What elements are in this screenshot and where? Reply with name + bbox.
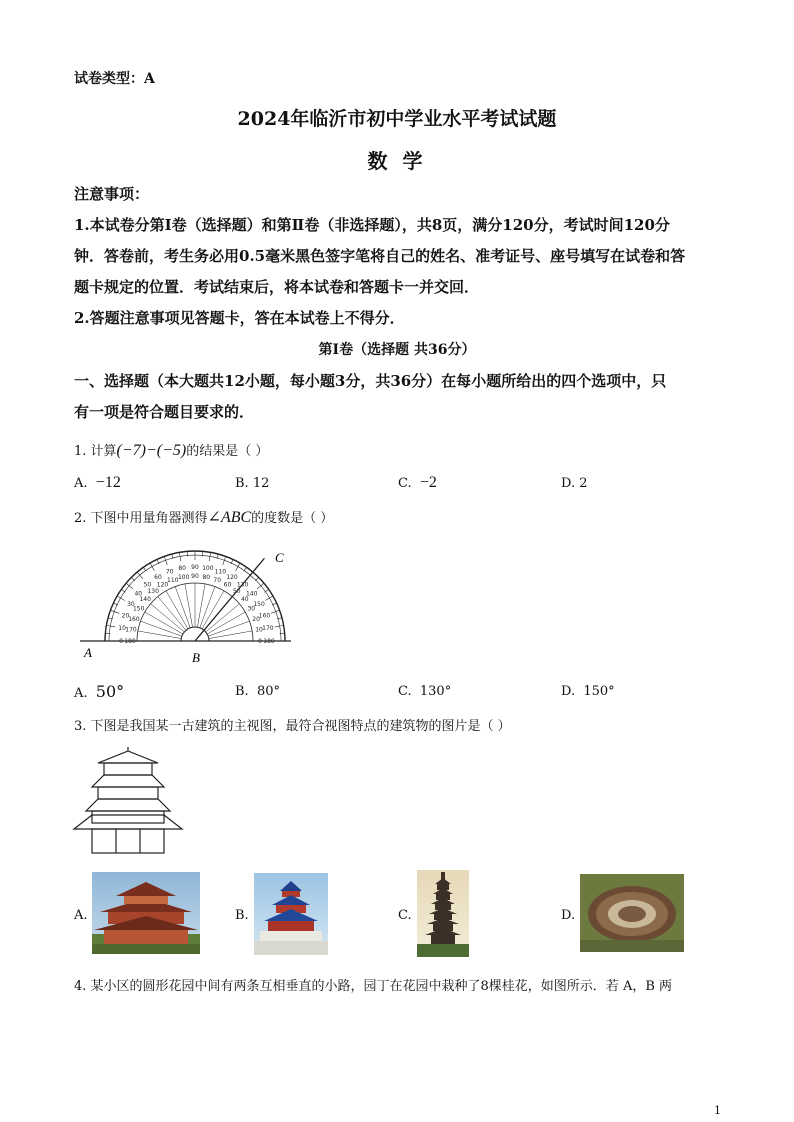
svg-text:160: 160 xyxy=(128,615,140,623)
svg-text:130: 130 xyxy=(147,588,159,596)
svg-text:100: 100 xyxy=(202,565,214,573)
part1-heading: 第Ⅰ卷（选择题 共36分） xyxy=(318,342,476,358)
q1-option-d[interactable]: D. 2 xyxy=(561,476,588,491)
svg-text:30: 30 xyxy=(127,601,135,608)
svg-text:0: 0 xyxy=(258,638,262,645)
svg-text:50: 50 xyxy=(143,581,152,589)
svg-text:60: 60 xyxy=(154,573,162,581)
notes-line-2: 钟．答卷前，考生务必用0.5毫米黑色签字笔将自己的姓名、准考证号、座号填写在试卷和答 xyxy=(74,247,686,265)
q2-prefix: 2. 下图中用量角器测得 xyxy=(74,511,208,526)
svg-text:150: 150 xyxy=(253,601,265,608)
svg-text:180: 180 xyxy=(263,638,275,645)
section-line-1: 一、选择题（本大题共12小题，每小题3分，共36分）在每小题所给出的四个选项中，只 xyxy=(74,372,667,390)
svg-text:20: 20 xyxy=(121,612,130,620)
notes-heading: 注意事项： xyxy=(74,185,150,203)
q1-expression: (−7)−(−5) xyxy=(116,442,187,459)
label-a: A xyxy=(84,645,92,660)
q3-option-b-label: B. xyxy=(235,908,249,923)
svg-text:80: 80 xyxy=(178,565,186,573)
svg-text:90: 90 xyxy=(191,573,199,580)
svg-text:130: 130 xyxy=(236,581,249,589)
svg-text:160: 160 xyxy=(258,612,271,620)
svg-text:120: 120 xyxy=(226,573,238,581)
q1-option-c[interactable]: C. −2 xyxy=(398,474,437,491)
section-line-2: 有一项是符合题目要求的． xyxy=(74,403,255,421)
q3-option-b-photo[interactable] xyxy=(254,873,328,955)
q2-option-c[interactable]: C. 130° xyxy=(398,684,452,699)
q1-option-b[interactable]: B. 12 xyxy=(235,476,270,491)
label-b: B xyxy=(192,650,200,665)
q2-option-d[interactable]: D. 150° xyxy=(561,684,615,699)
label-c: C xyxy=(275,550,284,565)
q3-option-a-label: A. xyxy=(74,908,88,923)
q3-option-a-photo[interactable] xyxy=(92,872,200,954)
q3-option-d-label: D. xyxy=(561,908,576,923)
svg-text:10: 10 xyxy=(255,626,263,634)
svg-text:0: 0 xyxy=(119,638,123,645)
protractor-figure xyxy=(80,545,300,667)
svg-text:100: 100 xyxy=(177,573,190,581)
q3-option-c-label: C. xyxy=(398,908,412,923)
svg-text:140: 140 xyxy=(139,596,151,604)
paper-type: 试卷类型：A xyxy=(74,71,155,87)
question-2 xyxy=(74,507,333,527)
q1-suffix: 的结果是（ ） xyxy=(186,444,269,459)
svg-text:150: 150 xyxy=(132,605,145,613)
svg-text:20: 20 xyxy=(252,615,260,623)
notes-line-4: 2.答题注意事项见答题卡，答在本试卷上不得分． xyxy=(74,309,405,327)
svg-text:60: 60 xyxy=(223,581,232,589)
svg-text:40: 40 xyxy=(240,596,249,604)
q2-option-a[interactable]: A. 50° xyxy=(74,682,125,701)
page-number: 1 xyxy=(714,1104,721,1117)
svg-text:180: 180 xyxy=(124,638,136,645)
svg-text:110: 110 xyxy=(214,568,227,576)
svg-text:80: 80 xyxy=(202,573,211,581)
front-view-figure xyxy=(70,745,186,857)
svg-text:140: 140 xyxy=(245,590,258,598)
notes-line-3: 题卡规定的位置．考试结束后，将本试卷和答题卡一并交回． xyxy=(74,278,480,296)
svg-text:90: 90 xyxy=(191,564,199,571)
q1-prefix: 1. 计算 xyxy=(74,444,117,459)
question-1 xyxy=(74,440,268,460)
svg-text:70: 70 xyxy=(213,576,222,584)
svg-text:50: 50 xyxy=(232,588,241,596)
svg-text:40: 40 xyxy=(134,590,143,598)
subject-title: 数 学 xyxy=(367,149,427,173)
q2-suffix: 的度数是（ ） xyxy=(251,511,334,526)
question-4: 4. 某小区的圆形花园中间有两条互相垂直的小路，园丁在花园中栽种了8棵桂花，如图所示．若 A，B 两 xyxy=(74,979,673,994)
svg-text:70: 70 xyxy=(165,568,174,576)
q2-option-b[interactable]: B. 80° xyxy=(235,684,280,699)
svg-text:120: 120 xyxy=(156,581,169,589)
q3-option-d-photo[interactable] xyxy=(580,874,684,952)
exam-title: 2024年临沂市初中学业水平考试试题 xyxy=(237,108,557,130)
notes-line-1: 1.本试卷分第Ⅰ卷（选择题）和第Ⅱ卷（非选择题），共8页，满分120分，考试时间120分 xyxy=(74,216,670,234)
svg-text:170: 170 xyxy=(262,625,274,633)
svg-text:10: 10 xyxy=(118,625,126,633)
question-3: 3. 下图是我国某一古建筑的主视图，最符合视图特点的建筑物的图片是（ ） xyxy=(74,719,511,734)
svg-text:110: 110 xyxy=(167,576,179,584)
svg-text:170: 170 xyxy=(125,626,137,634)
q1-option-a[interactable]: A. −12 xyxy=(74,474,121,491)
q3-option-c-photo[interactable] xyxy=(417,870,469,957)
q2-expression: ∠ABC xyxy=(207,509,252,526)
svg-text:30: 30 xyxy=(247,605,256,613)
